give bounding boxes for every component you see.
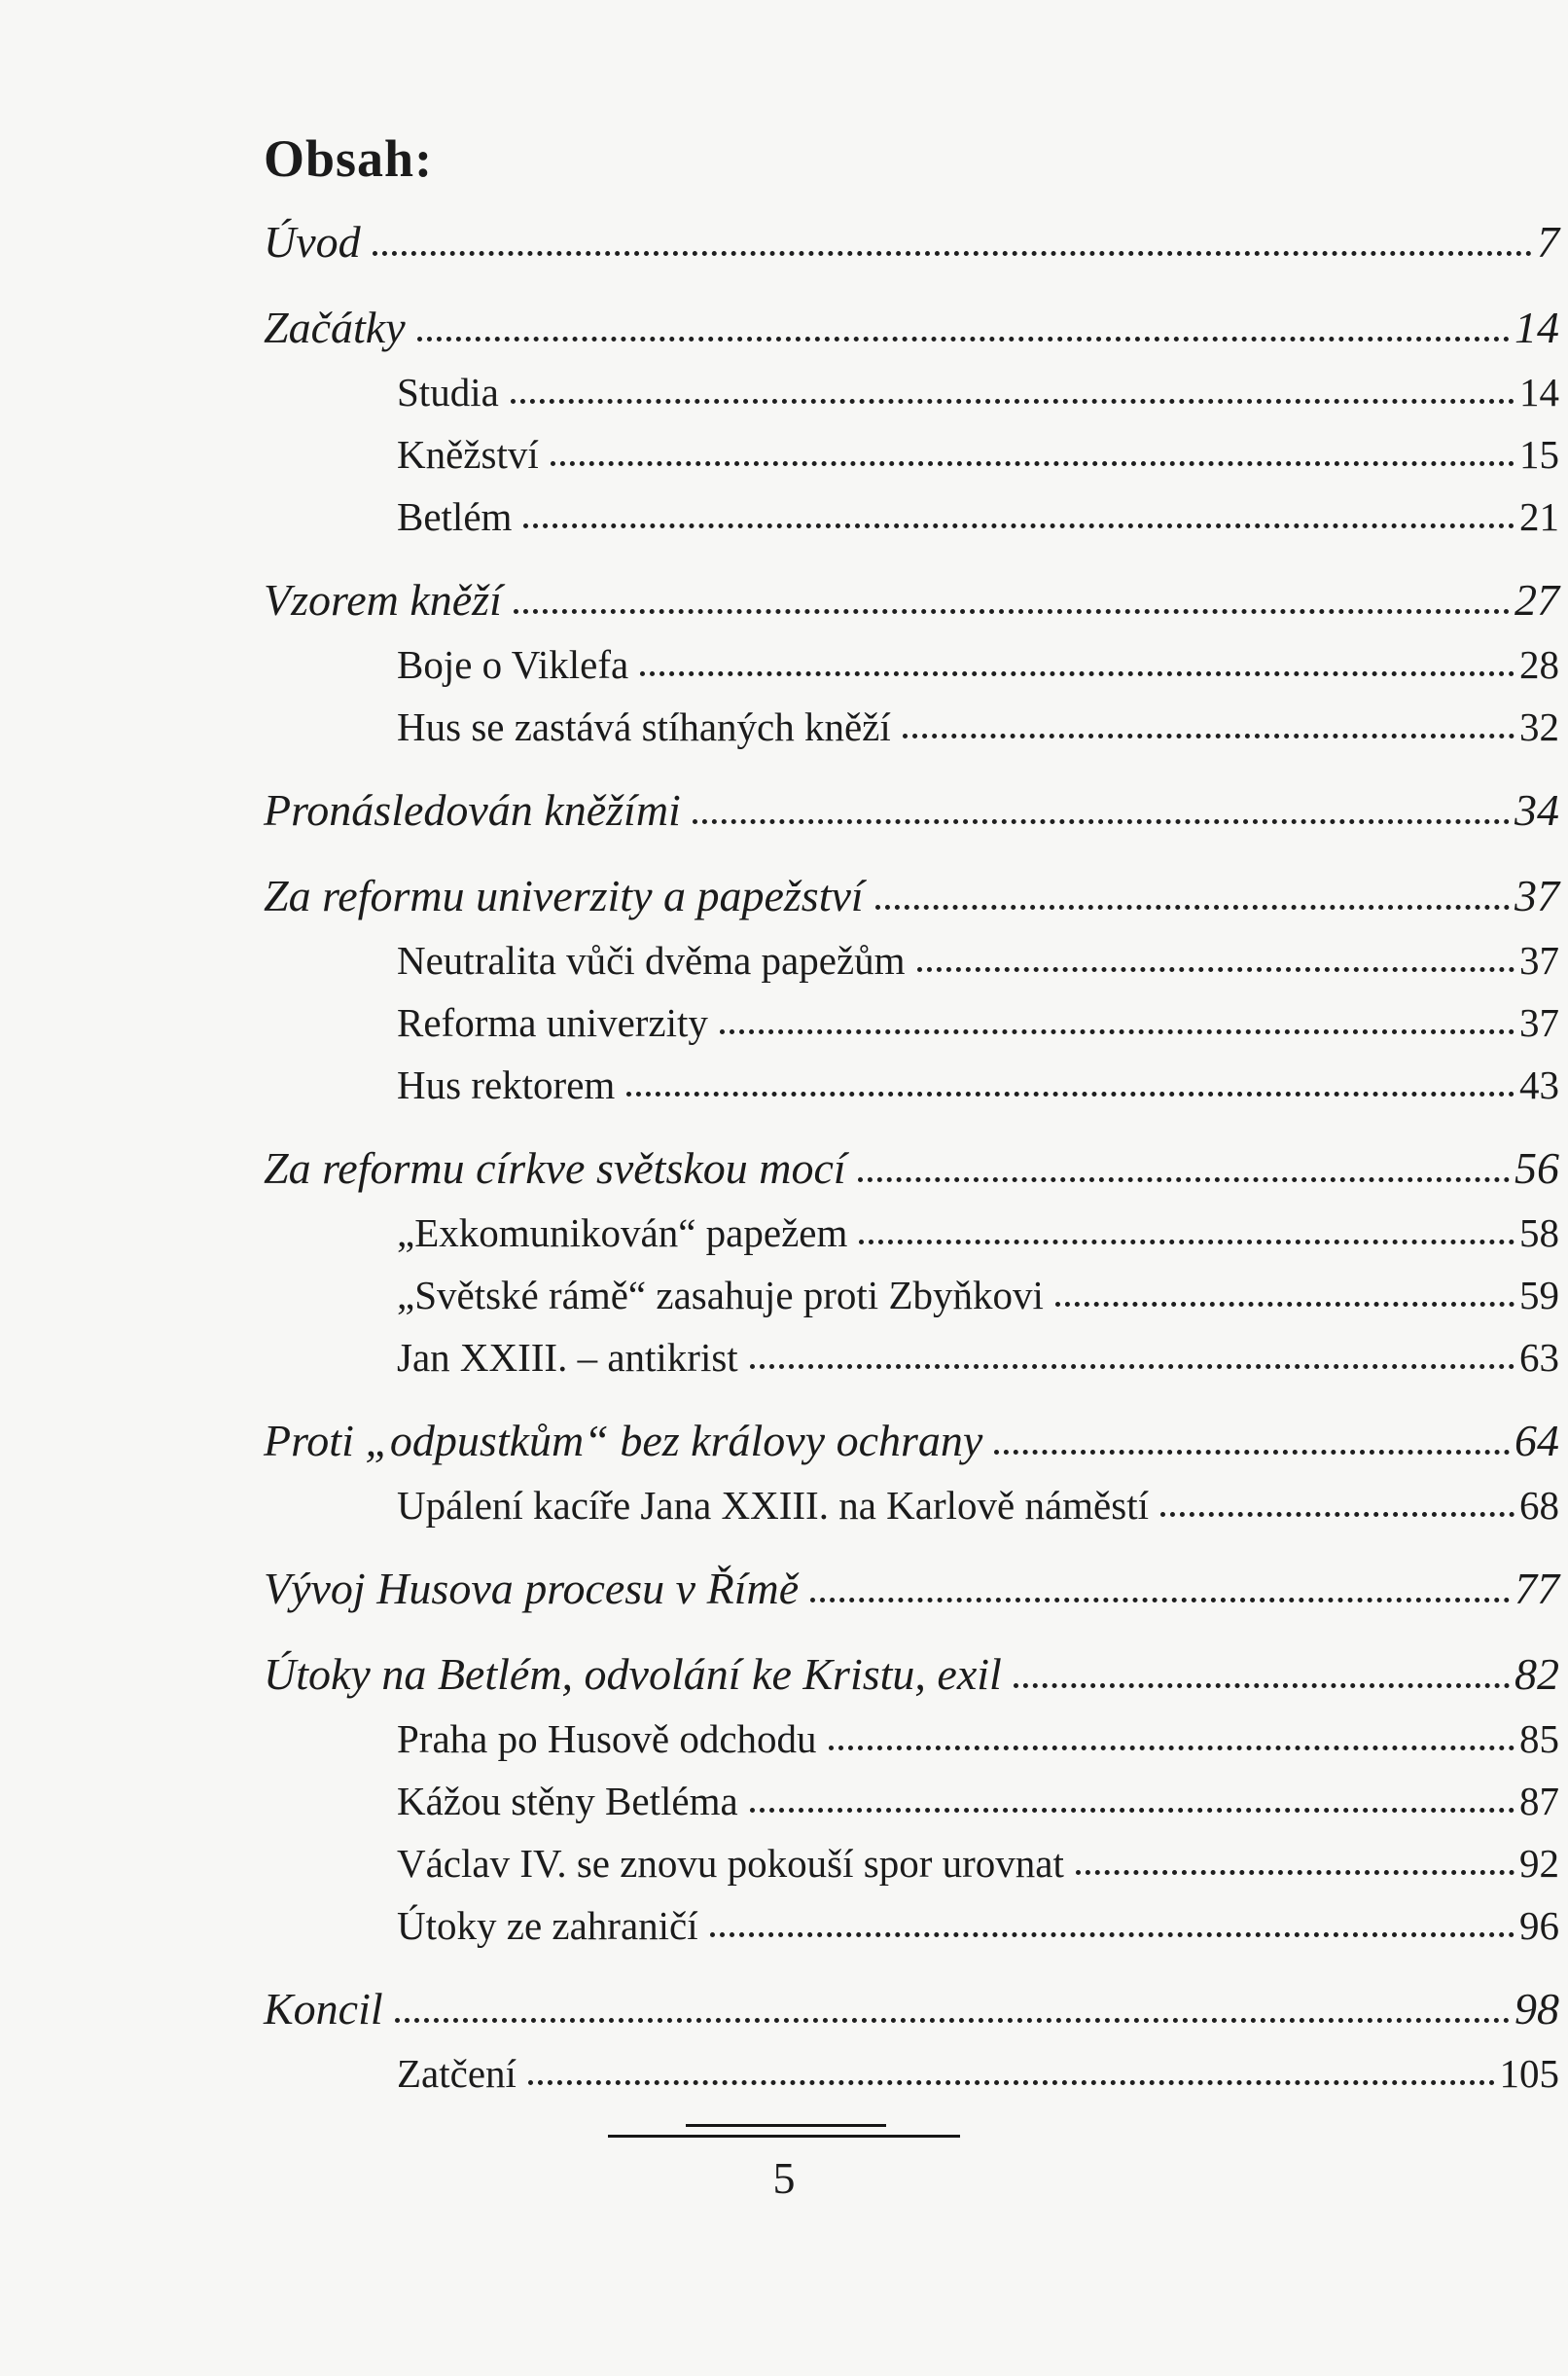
dot-leader — [1055, 1302, 1515, 1307]
toc-entry-label: Hus rektorem — [397, 1062, 616, 1107]
dot-leader — [551, 461, 1515, 466]
toc-entry — [264, 1315, 1559, 1378]
toc-entry-label: Koncil — [264, 1984, 383, 2034]
dot-leader — [395, 2018, 1510, 2023]
toc-entry-page: 96 — [1519, 1903, 1559, 1948]
toc-entry — [264, 1969, 1559, 2032]
dot-leader — [858, 1177, 1510, 1182]
dot-leader — [829, 1746, 1515, 1750]
toc-entry-page: 77 — [1515, 1564, 1559, 1613]
toc-entry-page: 92 — [1519, 1841, 1559, 1886]
dot-leader — [750, 1364, 1515, 1369]
toc-entry-page: 28 — [1519, 642, 1559, 687]
toc-entry-page: 85 — [1519, 1716, 1559, 1761]
toc-entry-page: 43 — [1519, 1062, 1559, 1107]
dot-leader — [994, 1450, 1510, 1455]
toc-entry-page: 14 — [1519, 370, 1559, 414]
toc-entry — [264, 350, 1559, 413]
toc-entry-label: Pronásledován kněžími — [264, 785, 681, 835]
toc-entry-label: Vývoj Husova procesu v Římě — [264, 1564, 800, 1613]
toc-entry-label: Útoky na Betlém, odvolání ke Kristu, exil — [264, 1649, 1002, 1699]
footer-divider — [0, 2124, 1568, 2138]
dot-leader — [720, 1029, 1515, 1034]
dot-leader — [903, 734, 1515, 738]
toc-entry — [264, 2032, 1559, 2094]
dot-leader — [693, 819, 1510, 824]
toc-entry-label: „Exkomunikován“ papežem — [397, 1210, 848, 1255]
toc-entry — [264, 1884, 1559, 1946]
toc-entry-label: Praha po Husově odchodu — [397, 1716, 817, 1761]
toc-list — [264, 202, 1559, 2094]
toc-entry-label: Útoky ze zahraničí — [397, 1903, 698, 1948]
toc-entry — [264, 1463, 1559, 1526]
toc-entry — [264, 1043, 1559, 1105]
toc-entry-label: Začátky — [264, 303, 406, 352]
toc-entry — [264, 1697, 1559, 1759]
toc-entry — [264, 771, 1559, 833]
toc-entry — [264, 981, 1559, 1043]
toc-entry-page: 58 — [1519, 1210, 1559, 1255]
toc-entry-label: Upálení kacíře Jana XXIII. na Karlově náměstí — [397, 1483, 1149, 1528]
toc-entry — [264, 288, 1559, 350]
toc-entry-page: 14 — [1515, 303, 1559, 352]
toc-entry-page: 32 — [1519, 704, 1559, 749]
toc-entry — [264, 623, 1559, 685]
toc-entry-page: 7 — [1537, 217, 1559, 267]
toc-entry-label: Kážou stěny Betléma — [397, 1779, 738, 1823]
toc-entry-page: 68 — [1519, 1483, 1559, 1528]
toc-entry-label: Za reformu univerzity a papežství — [264, 871, 864, 920]
dot-leader — [810, 1598, 1510, 1602]
toc-entry-label: „Světské rámě“ zasahuje proti Zbyňkovi — [397, 1273, 1044, 1317]
toc-entry-page: 37 — [1519, 1000, 1559, 1045]
dot-leader — [511, 399, 1515, 404]
toc-entry-page: 27 — [1515, 575, 1559, 625]
toc-entry — [264, 1759, 1559, 1821]
dot-leader — [373, 251, 1532, 256]
toc-entry-label: Za reformu církve světskou mocí — [264, 1143, 846, 1193]
dot-leader — [1076, 1870, 1515, 1875]
toc-entry-label: Václav IV. se znovu pokouší spor urovnat — [397, 1841, 1064, 1886]
toc-entry-page: 56 — [1515, 1143, 1559, 1193]
page-title: Obsah: — [264, 129, 434, 188]
toc-entry-label: Úvod — [264, 217, 361, 267]
toc-entry-label: Studia — [397, 370, 499, 414]
dot-leader — [859, 1240, 1515, 1244]
dot-leader — [875, 905, 1510, 910]
dot-leader — [710, 1932, 1515, 1937]
toc-entry-page: 105 — [1499, 2051, 1559, 2096]
toc-entry — [264, 202, 1559, 265]
dot-leader — [640, 671, 1515, 676]
toc-entry-label: Jan XXIII. – antikrist — [397, 1335, 738, 1380]
toc-entry-page: 37 — [1519, 938, 1559, 983]
dot-leader — [750, 1808, 1515, 1813]
toc-entry-label: Proti „odpustkům“ bez královy ochrany — [264, 1416, 983, 1465]
dot-leader — [417, 337, 1510, 342]
toc-entry — [264, 1253, 1559, 1315]
dot-leader — [1014, 1683, 1510, 1688]
dot-leader — [1160, 1512, 1515, 1517]
toc-entry-page: 21 — [1519, 494, 1559, 539]
dot-leader — [514, 609, 1510, 614]
toc-entry-label: Kněžství — [397, 432, 539, 477]
toc-entry-page: 59 — [1519, 1273, 1559, 1317]
toc-entry — [264, 856, 1559, 918]
dot-leader — [626, 1092, 1515, 1097]
toc-entry — [264, 1549, 1559, 1611]
toc-entry — [264, 560, 1559, 623]
toc-entry — [264, 1401, 1559, 1463]
dot-leader — [523, 523, 1515, 528]
toc-entry — [264, 685, 1559, 747]
toc-entry-page: 15 — [1519, 432, 1559, 477]
toc-entry-label: Betlém — [397, 494, 513, 539]
toc-entry-page: 63 — [1519, 1335, 1559, 1380]
toc-entry — [264, 1821, 1559, 1884]
toc-entry-label: Zatčení — [397, 2051, 517, 2096]
divider-rule-top — [686, 2124, 886, 2127]
toc-entry-page: 64 — [1515, 1416, 1559, 1465]
toc-entry-label: Reforma univerzity — [397, 1000, 708, 1045]
toc-entry-page: 34 — [1515, 785, 1559, 835]
toc-entry — [264, 475, 1559, 537]
dot-leader — [528, 2080, 1495, 2085]
toc-entry — [264, 413, 1559, 475]
toc-entry — [264, 918, 1559, 981]
toc-entry — [264, 1191, 1559, 1253]
divider-rule-bottom — [608, 2135, 960, 2138]
toc-content — [264, 129, 1559, 2096]
toc-entry-label: Vzorem kněží — [264, 575, 502, 625]
toc-entry-page: 87 — [1519, 1779, 1559, 1823]
toc-entry — [264, 1635, 1559, 1697]
dot-leader — [917, 967, 1515, 972]
toc-entry — [264, 1129, 1559, 1191]
toc-entry-label: Hus se zastává stíhaných kněží — [397, 704, 891, 749]
toc-entry-page: 98 — [1515, 1984, 1559, 2034]
toc-entry-page: 37 — [1515, 871, 1559, 920]
toc-entry-label: Neutralita vůči dvěma papežům — [397, 938, 906, 983]
folio-page-number: 5 — [772, 2153, 796, 2203]
toc-entry-label: Boje o Viklefa — [397, 642, 629, 687]
toc-entry-page: 82 — [1515, 1649, 1559, 1699]
